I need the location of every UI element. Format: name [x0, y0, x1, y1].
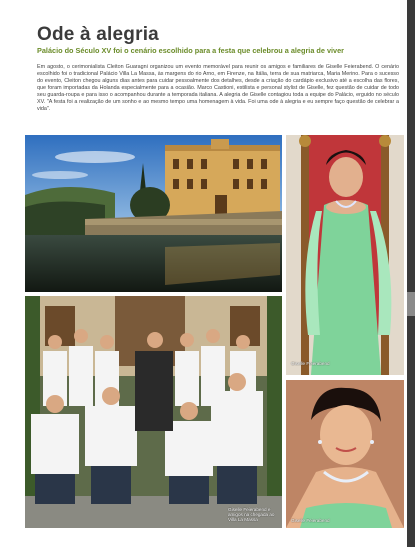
page-edge-strip	[407, 0, 415, 547]
giselle-portrait-photo	[286, 380, 404, 528]
group-photo-caption: Giselle Feierabend e amigos na chegada ao Villa La Massa	[228, 507, 275, 523]
page-edge-tab	[407, 292, 415, 316]
giselle-chair-caption: Giselle Feierabend	[291, 361, 330, 366]
giselle-portrait-caption: Giselle Feierabend	[291, 518, 330, 523]
group-photo	[25, 296, 282, 528]
giselle-chair-photo	[286, 135, 404, 375]
villa-photo	[25, 135, 282, 292]
article-title: Ode à alegria	[37, 24, 159, 45]
article-body: Em agosto, o cerimonialista Cleiton Guaragni organizou um evento memorável para reunir os amigos e familiares de Giselle Feierabend. O cenário escolhido foi o tradicional Palácio Villa La Massa, às margens do rio Arno, em Firenze, na Itália, terra de sua matriarca, Maria Merino. Para o sucesso do evento, Cleiton chegou alguns dias antes para cuidar pessoalmente dos detalhes, desde a criação do cardápio exclusivo até a escolha das flores, que foram importadas da Holanda especialmente para a ocasião. Marco Castioni, estilista e personal stylist de Giselle, fez questão de cuidar de todo seu guarda-roupa e para isso o acompanhou durante a temporada italiana. A alegria de Giselle contagiou toda a equipe do Palácio, erguido no século XV. "A festa foi a realização de um sonho e ao mesmo tempo uma homenagem à vida. Foi uma ode à alegria e eu sempre faço questão de celebrar a vida".	[37, 64, 399, 113]
article-subtitle: Palácio do Século XV foi o cenário escolhido para a festa que celebrou a alegria de viver	[37, 46, 344, 55]
